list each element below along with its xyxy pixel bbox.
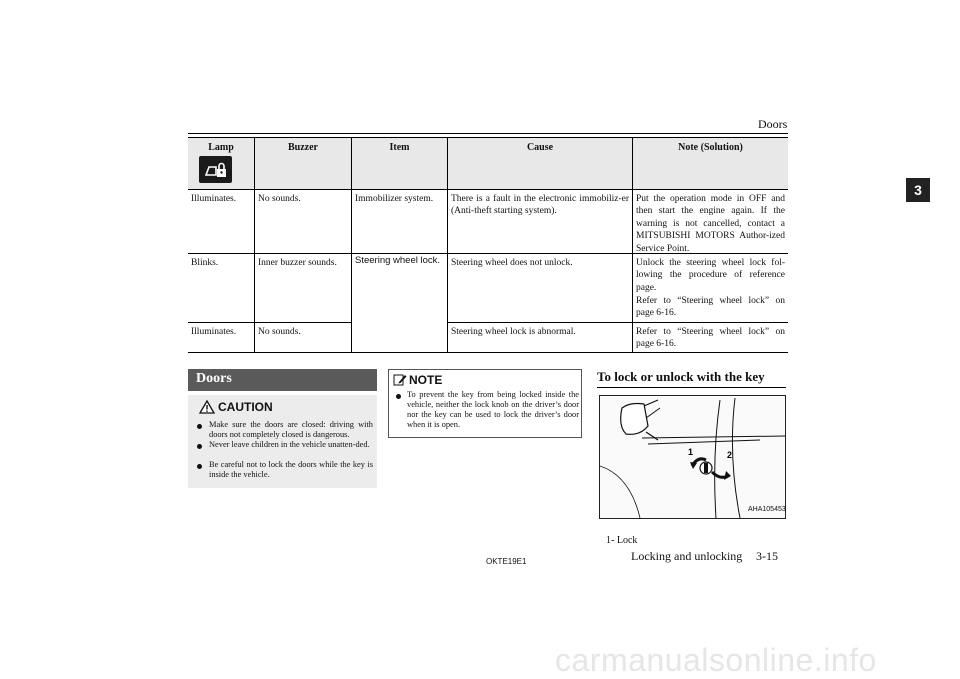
row3-lamp: Illuminates.	[191, 327, 237, 337]
figure-id: AHA105453	[748, 506, 786, 513]
row1-cause: There is a fault in the electronic immobiliz-er (Anti-theft starting system).	[451, 194, 629, 217]
note-item-1: To prevent the key from being locked inside the vehicle, neither the lock knob on the driver’s door nor the key can be used to lock the driver’s door when it is open.	[407, 390, 579, 429]
row2-buzzer: Inner buzzer sounds.	[258, 258, 337, 268]
warning-triangle-icon	[199, 400, 215, 414]
page-header-title: Doors	[758, 117, 788, 131]
lock-heading-rule	[597, 387, 786, 388]
bullet-icon	[396, 394, 401, 399]
note-pencil-icon	[393, 373, 407, 386]
row3-buzzer: No sounds.	[258, 327, 301, 337]
column-header-lamp: Lamp	[188, 137, 254, 189]
bullet-icon	[197, 444, 202, 449]
lock-section-heading: To lock or unlock with the key	[597, 369, 765, 384]
lock-status-table	[188, 137, 788, 352]
row2-cause: Steering wheel does not unlock.	[451, 258, 573, 268]
callout-2: 2	[727, 450, 733, 460]
row2-note-reference: Refer to “Steering wheel lock” on page 6-16.	[636, 296, 785, 319]
column-header-buzzer: Buzzer	[255, 137, 351, 189]
note-box	[388, 369, 582, 438]
door-keyhole-illustration	[600, 396, 785, 518]
row1-buzzer: No sounds.	[258, 194, 301, 204]
header-rule	[188, 133, 788, 134]
caution-item-1: Make sure the doors are closed: driving with doors not completely closed is dangerous.	[209, 420, 373, 439]
row2-lamp: Blinks.	[191, 258, 219, 268]
footer-section-name: Locking and unlocking	[631, 549, 743, 563]
row1-lamp: Illuminates.	[191, 194, 237, 204]
footer-doc-code: OKTE19E1	[486, 557, 527, 566]
chapter-tab: 3	[906, 178, 930, 202]
note-title: NOTE	[409, 373, 443, 387]
footer-page-number: 3-15	[756, 549, 778, 563]
door-key-illustration	[599, 395, 786, 519]
column-header-item: Item	[352, 137, 447, 189]
lock-status-lamp-icon	[199, 156, 232, 183]
watermark: carmanualsonline.info	[555, 642, 877, 678]
row1-note: Put the operation mode in OFF and then start the engine again. If the warning is not cancelled, contact a MITSUBISHI MOTORS Author-ized Service Point.	[636, 194, 785, 254]
callout-1: 1	[688, 447, 694, 457]
row2-item: Steering wheel lock.	[355, 255, 441, 266]
column-header-cause: Cause	[448, 137, 632, 189]
bullet-icon	[197, 464, 202, 469]
figure-caption: 1- Lock	[606, 535, 638, 546]
bullet-icon	[197, 424, 202, 429]
doors-section-title: Doors	[188, 369, 377, 391]
caution-title: CAUTION	[218, 400, 273, 414]
caution-item-3: Be careful not to lock the doors while the key is inside the vehicle.	[209, 460, 373, 479]
caution-item-2: Never leave children in the vehicle unatten-ded.	[209, 440, 370, 449]
row2-note: Unlock the steering wheel lock fol-lowing the procedure of reference page.	[636, 258, 785, 293]
row3-note: Refer to “Steering wheel lock” on page 6-16.	[636, 327, 785, 350]
row1-item: Immobilizer system.	[355, 194, 434, 204]
caution-box	[188, 395, 377, 488]
row3-cause: Steering wheel lock is abnormal.	[451, 327, 576, 337]
column-header-note: Note (Solution)	[633, 137, 788, 189]
